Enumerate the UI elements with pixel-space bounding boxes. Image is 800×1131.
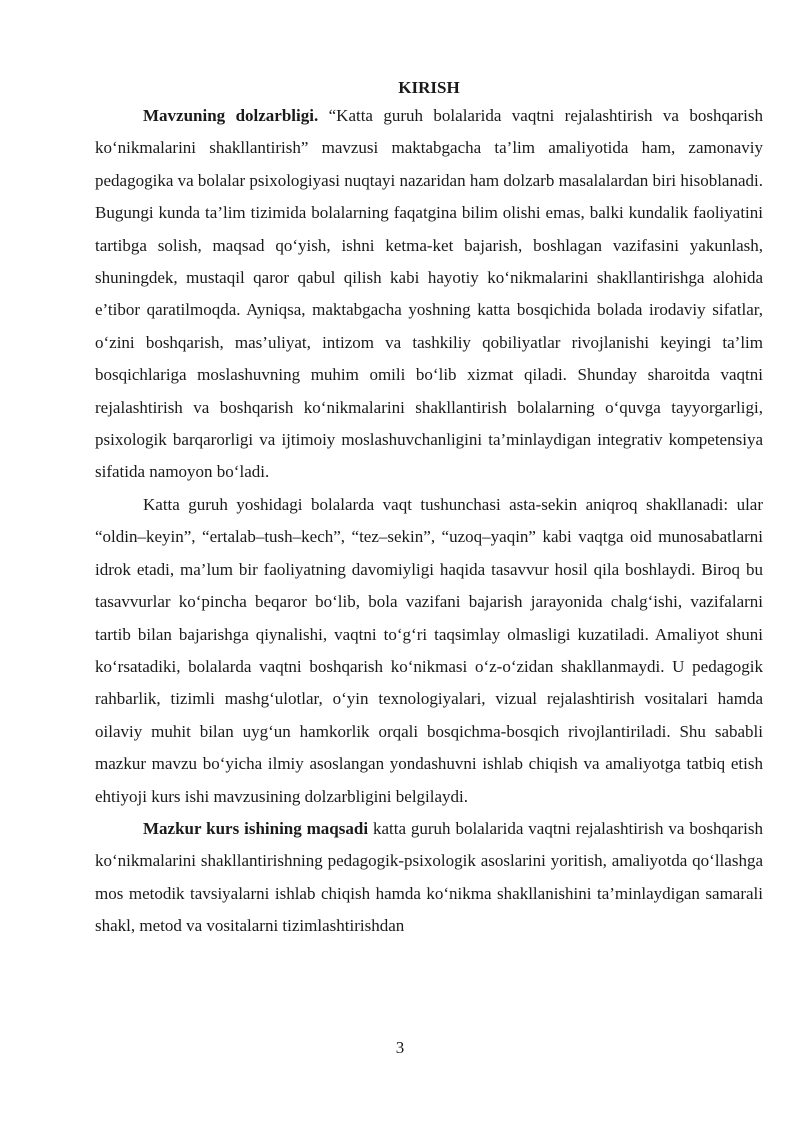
paragraph-relevance xyxy=(95,100,763,489)
paragraph-goal xyxy=(95,813,763,943)
paragraph-text: Katta guruh yoshidagi bolalarda vaqt tushunchasi asta-sekin aniqroq shakllanadi: ular “oldin–keyin”, “ertalab–tush–kech”, “tez–sekin”, “uzoq–yaqin” kabi vaqtga oid munosabatlarni idrok etadi, ma’lum bir faoliyatning davomiyligi haqida tasavvur hosil qila boshlaydi. Biroq bu tasavvurlar ko‘pincha beqaror bo‘lib, bola vazifani bajarish jarayonida chalg‘ishi, vazifalarni tartib bilan bajarishga qiynalishi, vaqtni to‘g‘ri taqsimlay olmasligi kuzatiladi. Amaliyot shuni ko‘rsatadiki, bolalarda vaqtni boshqarish ko‘nikmasi o‘z-o‘zidan shakllanmaydi. U pedagogik rahbarlik, tizimli mashg‘ulotlar, o‘yin texnologiyalari, vizual rejalashtirish vositalari hamda oilaviy muhit bilan uyg‘un hamkorlik orqali bosqichma-bosqich rivojlantiriladi. Shu sababli mazkur mavzu bo‘yicha ilmiy asoslangan yondashuvni ishlab chiqish va amaliyotga tatbiq etish ehtiyoji kurs ishi mavzusining dolzarbligini belgilaydi. xyxy=(95,494,763,806)
section-heading: KIRISH xyxy=(398,78,460,97)
document-page xyxy=(95,74,763,943)
paragraph-lead: Mavzuning dolzarbligi. xyxy=(143,106,319,125)
page-number: 3 xyxy=(395,1038,405,1057)
paragraph-text: “Katta guruh bolalarida vaqtni rejalashtirish va boshqarish ko‘nikmalarini shakllantirish” mavzusi maktabgacha ta’lim amaliyotida ham, zamonaviy pedagogika va bolalar psixologiyasi nuqtayi nazaridan ham dolzarb masalalardan biri hisoblanadi. Bugungi kunda ta’lim tizimida bolalarning faqatgina bilim olishi emas, balki kundalik faoliyatini tartibga solish, maqsad qo‘yish, ishni ketma-ket bajarish, boshlagan vazifasini yakunlash, shuningdek, mustaqil qaror qabul qilish kabi hayotiy ko‘nikmalarini shakllantirishga alohida e’tibor qaratilmoqda. Ayniqsa, maktabgacha yoshning katta bosqichida bolada irodaviy sifatlar, o‘zini boshqarish, mas’uliyat, intizom va tashkiliy qobiliyatlar rivojlanishi keyingi ta’lim bosqichlariga moslashuvning muhim omili bo‘lib xizmat qiladi. Shunday sharoitda vaqtni rejalashtirish va boshqarish ko‘nikmalarini shakllantirish bolalarning o‘quvga tayyorgarligi, psixologik barqarorligi va ijtimoiy moslashuvchanligini ta’minlaydigan integrativ kompetensiya sifatida namoyon bo‘ladi. xyxy=(95,106,763,482)
paragraph-text: katta guruh bolalarida vaqtni rejalashtirish va boshqarish ko‘nikmalarini shakllantirishning pedagogik-psixologik asoslarini yoritish, amaliyotda qo‘llashga mos metodik tavsiyalarni ishlab chiqish hamda ko‘nikma shakllanishini ta’minlaydigan samarali shakl, metod va vositalarni tizimlashtirishdan xyxy=(95,818,763,936)
paragraph-lead: Mazkur kurs ishining maqsadi xyxy=(143,818,369,838)
paragraph-time-concept xyxy=(95,489,763,813)
